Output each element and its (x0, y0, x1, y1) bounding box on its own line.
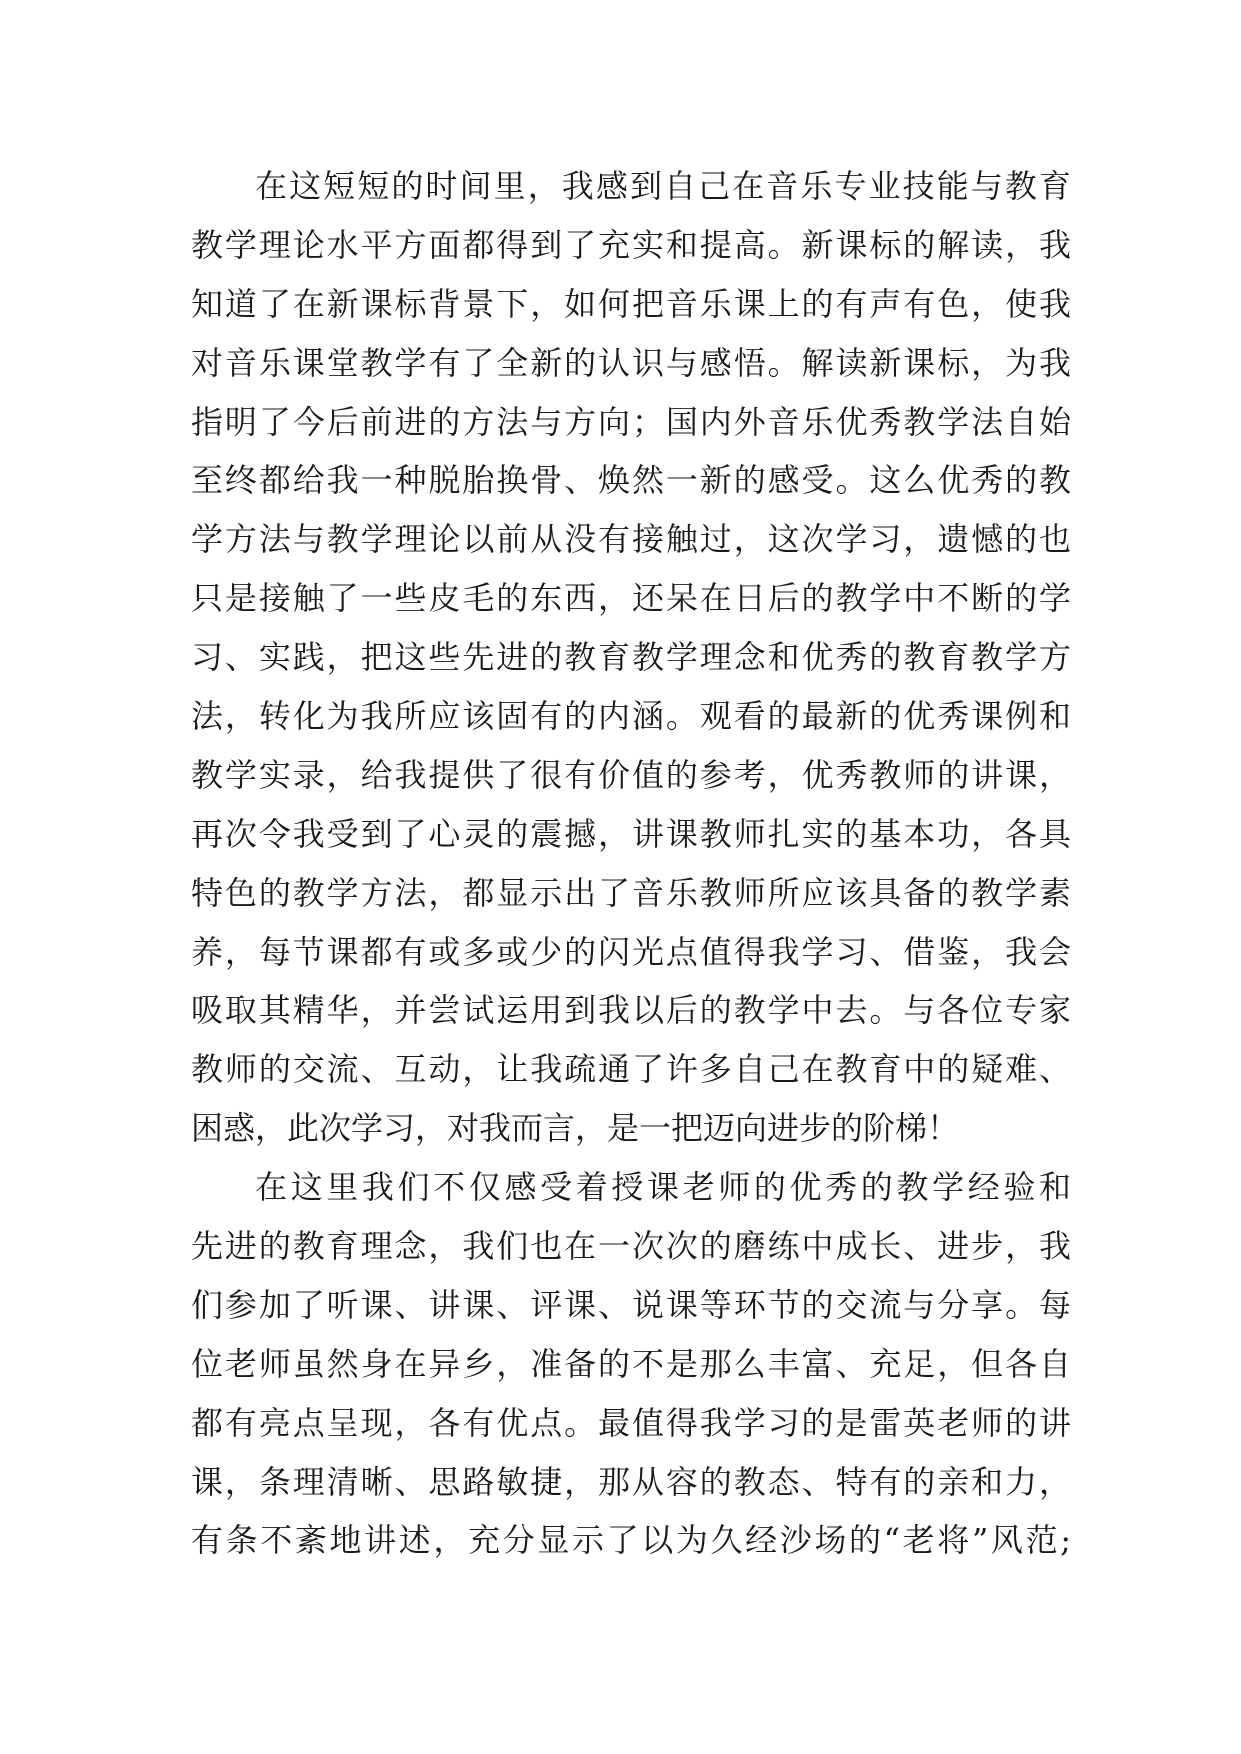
text-line: 至终都给我一种脱胎换骨、焕然一新的感受。这么优秀的教 (191, 461, 1071, 500)
text-line: 再次令我受到了心灵的震撼，讲课教师扎实的基本功，各具 (191, 814, 1071, 853)
text-line: 对音乐课堂教学有了全新的认识与感悟。解读新课标，为我 (191, 343, 1071, 382)
text-line: 教学实录，给我提供了很有价值的参考，优秀教师的讲课， (191, 755, 1071, 794)
text-line: 教师的交流、互动，让我疏通了许多自己在教育中的疑难、 (191, 1050, 1071, 1089)
text-line: 位老师虽然身在异乡，准备的不是那么丰富、充足，但各自 (191, 1344, 1071, 1383)
text-line: 教学理论水平方面都得到了充实和提高。新课标的解读，我 (191, 225, 1071, 264)
text-line: 都有亮点呈现，各有优点。最值得我学习的是雷英老师的讲 (191, 1403, 1071, 1442)
text-line: 们参加了听课、讲课、评课、说课等环节的交流与分享。每 (191, 1285, 1071, 1324)
paragraph-1 (191, 157, 1071, 1158)
text-line: 先进的教育理念，我们也在一次次的磨练中成长、进步，我 (191, 1227, 1071, 1266)
text-line: 困惑，此次学习，对我而言，是一把迈向进步的阶梯！ (191, 1109, 960, 1148)
text-line: 法，转化为我所应该固有的内涵。观看的最新的优秀课例和 (191, 697, 1071, 736)
text-line: 特色的教学方法，都显示出了音乐教师所应该具备的教学素 (191, 873, 1071, 912)
paragraph-2 (191, 1158, 1071, 1570)
text-line: 有条不紊地讲述，充分显示了以为久经沙场的“老将”风范; (191, 1521, 1071, 1560)
text-line: 只是接触了一些皮毛的东西，还呆在日后的教学中不断的学 (191, 579, 1071, 618)
text-line: 指明了今后前进的方法与方向；国内外音乐优秀教学法自始 (191, 402, 1071, 441)
text-line: 习、实践，把这些先进的教育教学理念和优秀的教育教学方 (191, 638, 1071, 677)
text-line: 在这里我们不仅感受着授课老师的优秀的教学经验和 (255, 1168, 1071, 1207)
text-line: 在这短短的时间里，我感到自己在音乐专业技能与教育 (255, 167, 1071, 205)
text-line: 学方法与教学理论以前从没有接触过，这次学习，遗憾的也 (191, 520, 1071, 559)
body-text (191, 157, 1071, 1570)
text-line: 吸取其精华，并尝试运用到我以后的教学中去。与各位专家 (191, 991, 1071, 1030)
text-line: 知道了在新课标背景下，如何把音乐课上的有声有色，使我 (191, 284, 1071, 323)
text-line: 养，每节课都有或多或少的闪光点值得我学习、借鉴，我会 (191, 932, 1071, 971)
text-line: 课，条理清晰、思路敏捷，那从容的教态、特有的亲和力， (191, 1462, 1071, 1501)
